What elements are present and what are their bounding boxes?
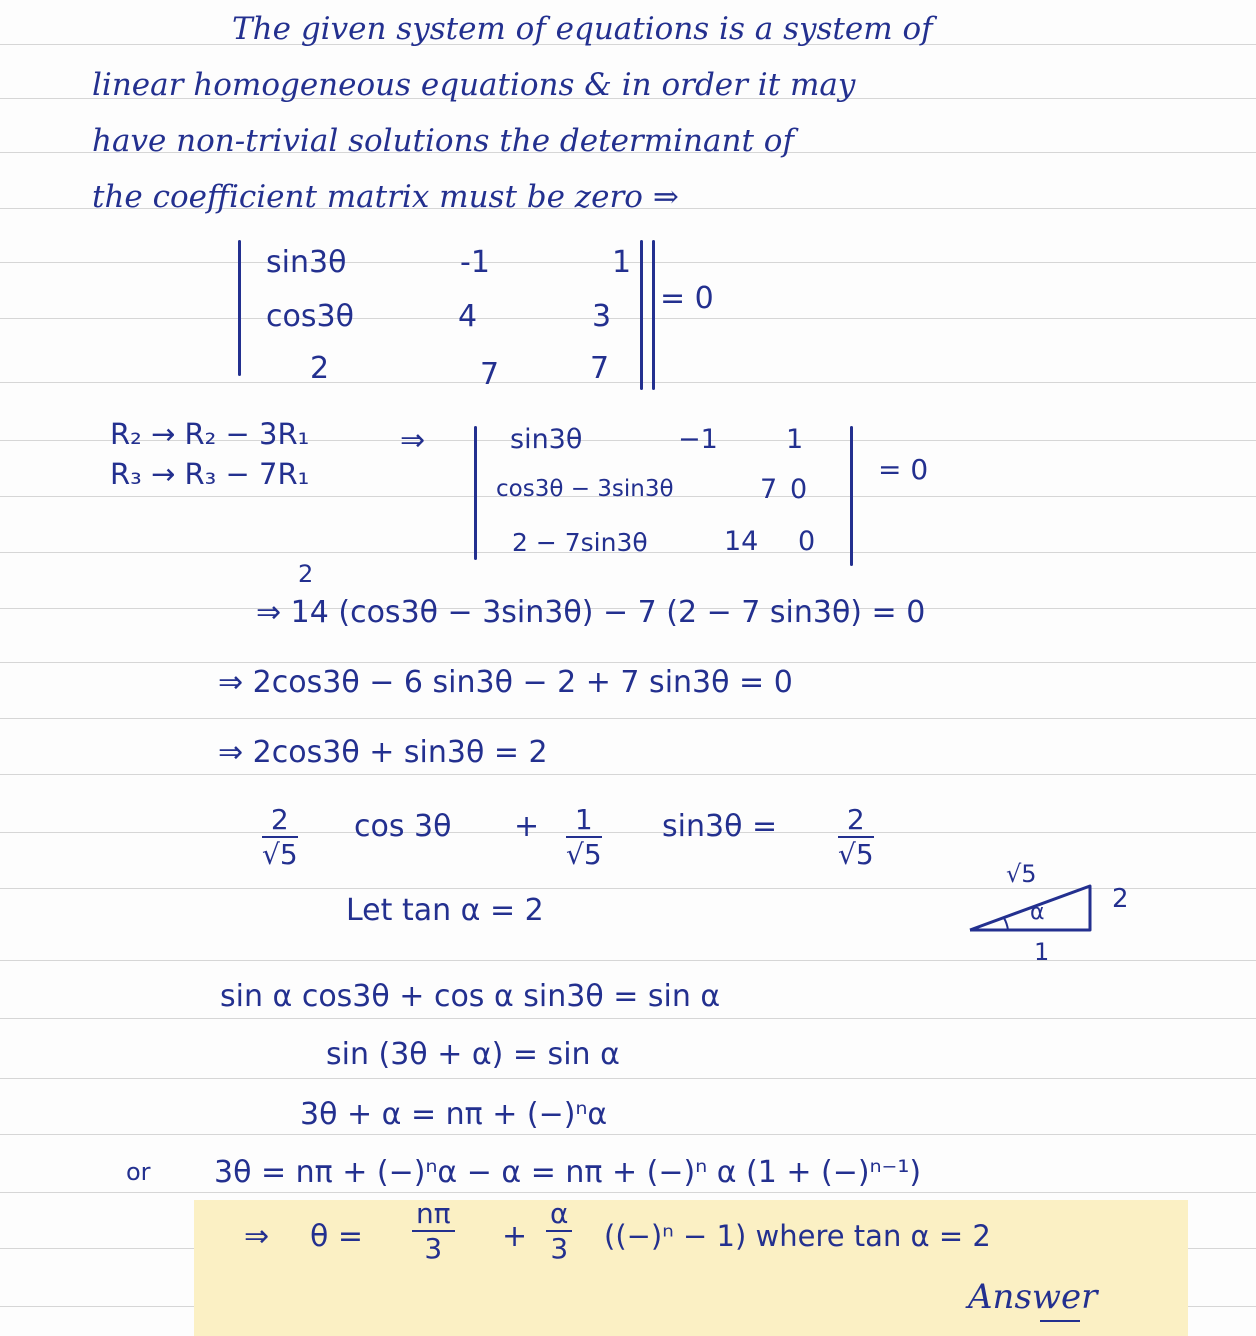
det1-cell: 7 [480, 357, 500, 392]
det2-cell: 14 [724, 526, 759, 557]
ruled-line [0, 662, 1256, 663]
cos-term: cos 3θ [354, 809, 452, 844]
implies-arrow: ⇒ [400, 423, 426, 458]
det1-cell: -1 [460, 245, 490, 280]
answer-label: Answer [968, 1277, 1098, 1317]
cancel-note-two: 2 [298, 560, 314, 588]
det1-cell: 4 [458, 299, 478, 334]
det1-cell: cos3θ [266, 299, 354, 334]
ruled-line [0, 1078, 1256, 1079]
result-arrow: ⇒ [244, 1219, 270, 1254]
line-general-solution: 3θ + α = nπ + (−)ⁿα [300, 1097, 608, 1132]
row-op-1: R₂ → R₂ − 3R₁ [110, 417, 310, 451]
hypotenuse-label: √5 [1006, 860, 1037, 888]
fraction: $\frac{n\pi}{3}$ [412, 1200, 455, 1263]
det-bar-right [652, 240, 655, 390]
ruled-line [0, 832, 1256, 833]
det2-cell: 7 [760, 474, 778, 505]
det2-equals-zero: = 0 [878, 453, 929, 486]
det1-cell: sin3θ [266, 245, 347, 280]
ruled-line [0, 318, 1256, 319]
ruled-line [0, 1134, 1256, 1135]
det1-cell: 2 [310, 351, 330, 386]
det-bar-left [474, 426, 477, 560]
det2-cell: 1 [786, 424, 804, 455]
intro-line-4: the coefficient matrix must be zero ⇒ [92, 179, 679, 215]
line-three-theta: 3θ = nπ + (−)ⁿα − α = nπ + (−)ⁿ α (1 + (−)ⁿ⁻¹) [214, 1155, 922, 1190]
intro-line-2: linear homogeneous equations & in order it may [92, 67, 856, 103]
ruled-line [0, 1192, 1256, 1193]
plus-sign: + [514, 809, 540, 844]
result-tail: ((−)ⁿ − 1) where tan α = 2 [604, 1219, 991, 1253]
sin-term: sin3θ = [662, 809, 778, 844]
adjacent-label: 1 [1034, 938, 1050, 966]
answer-underline [1040, 1320, 1080, 1322]
ruled-line [0, 774, 1256, 775]
angle-label: α [1030, 900, 1045, 925]
det-bar-left [238, 240, 241, 376]
det2-cell: −1 [678, 424, 718, 455]
ruled-line [0, 960, 1256, 961]
or-label: or [126, 1158, 151, 1186]
intro-line-3: have non-trivial solutions the determinant of [92, 123, 794, 159]
det1-cell: 7 [590, 351, 610, 386]
fraction: $\frac{1}{√5}$ [566, 803, 602, 871]
det1-equals-zero: = 0 [660, 281, 714, 316]
intro-line-1: The given system of equations is a system of [232, 11, 933, 47]
plus-sign: + [502, 1219, 528, 1254]
fraction: $\frac{\alpha}{3}$ [546, 1200, 572, 1263]
fraction: $\frac{2}{√5}$ [262, 803, 298, 871]
det2-cell: 0 [798, 526, 816, 557]
theta-equals: θ = [310, 1219, 364, 1254]
step-3: ⇒ 2cos3θ + sin3θ = 2 [218, 735, 548, 770]
line-sin-sum: sin α cos3θ + cos α sin3θ = sin α [220, 979, 721, 1014]
line-sin-equal: sin (3θ + α) = sin α [326, 1037, 620, 1072]
det2-cell: 0 [790, 474, 808, 505]
opposite-label: 2 [1112, 884, 1129, 914]
step-1: ⇒ 14 (cos3θ − 3sin3θ) − 7 (2 − 7 sin3θ) = 0 [256, 595, 926, 630]
det2-cell: 2 − 7sin3θ [512, 528, 648, 557]
step-2: ⇒ 2cos3θ − 6 sin3θ − 2 + 7 sin3θ = 0 [218, 665, 793, 700]
row-op-2: R₃ → R₃ − 7R₁ [110, 457, 310, 491]
det-bar-right [640, 240, 643, 390]
det1-cell: 3 [592, 299, 612, 334]
fraction: $\frac{2}{√5}$ [838, 803, 874, 871]
det-bar-right [850, 426, 853, 566]
det1-cell: 1 [612, 245, 632, 280]
ruled-line [0, 718, 1256, 719]
ruled-line [0, 1018, 1256, 1019]
det2-cell: sin3θ [510, 424, 583, 455]
det2-cell: cos3θ − 3sin3θ [496, 476, 674, 502]
let-tan-alpha: Let tan α = 2 [346, 893, 544, 928]
ruled-line [0, 382, 1256, 383]
